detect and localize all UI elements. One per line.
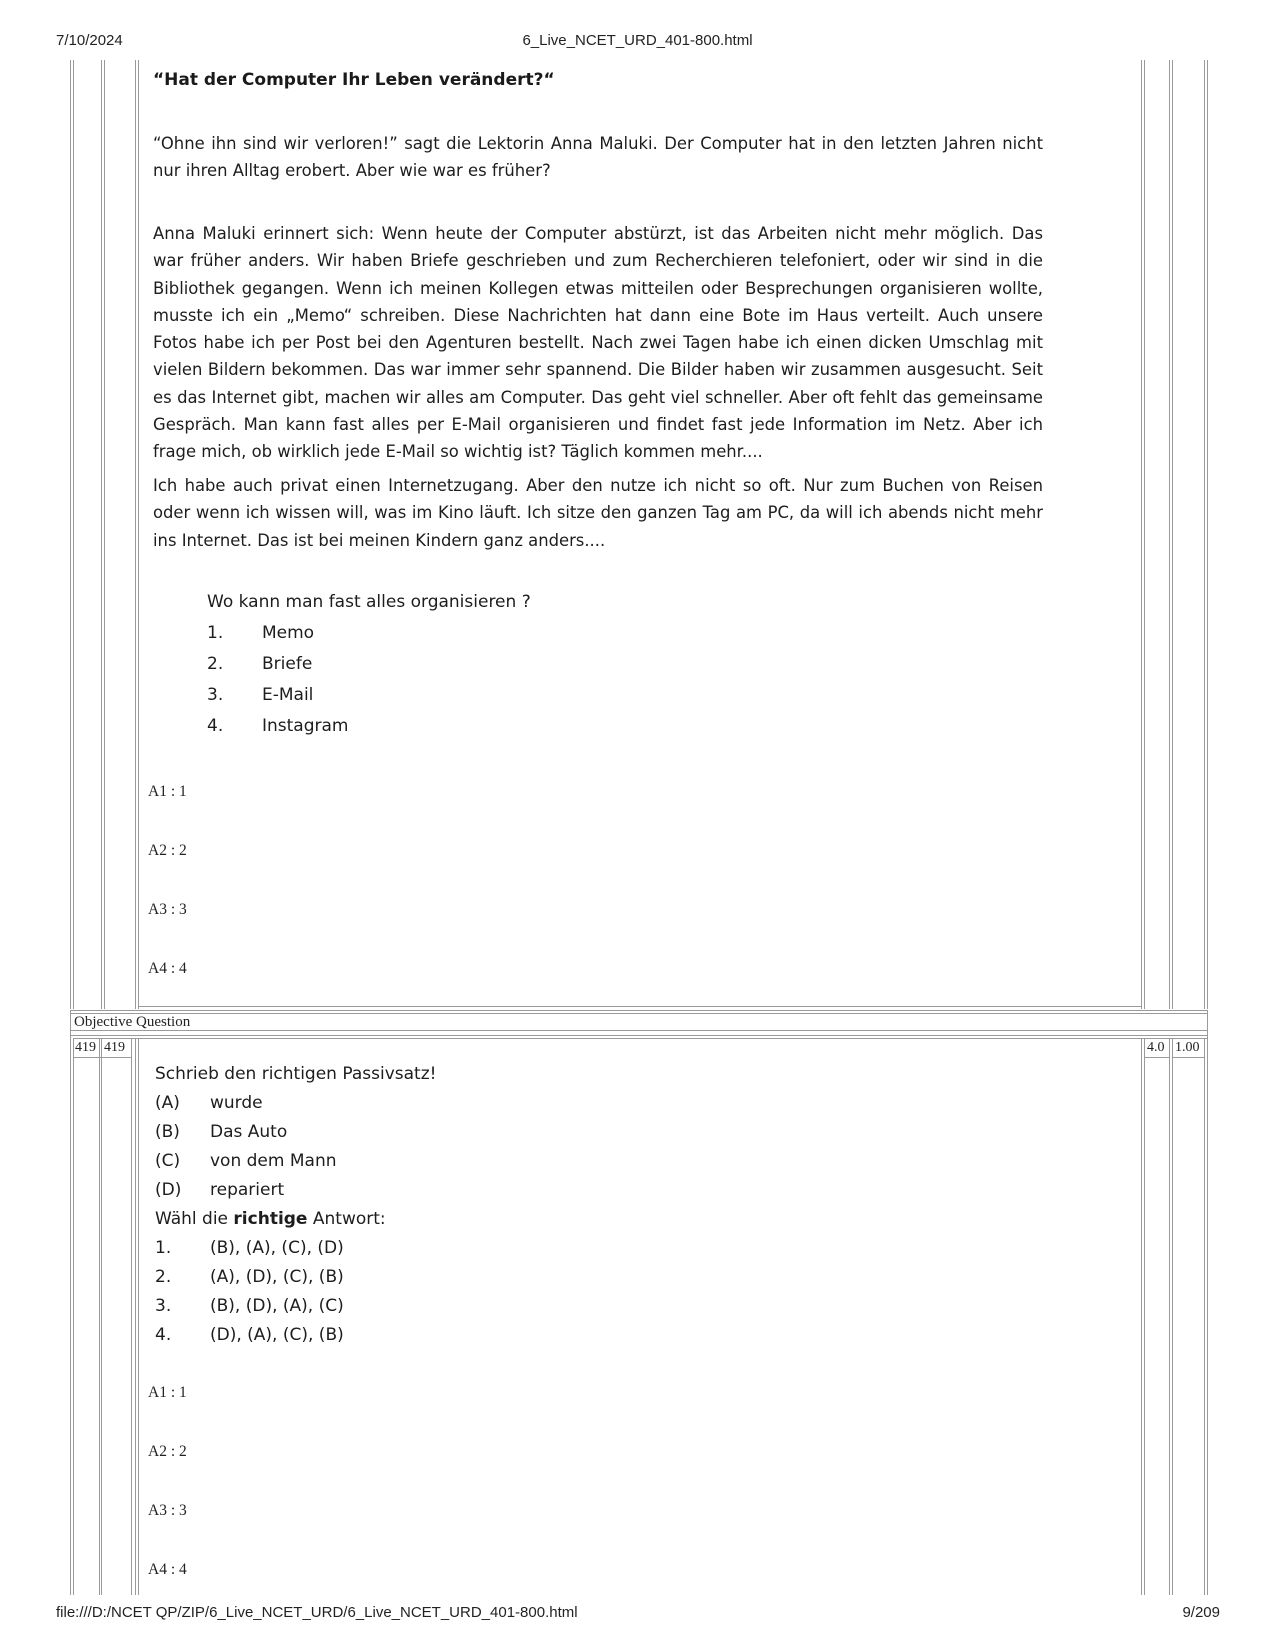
negative-marks: 1.00 [1175,1040,1200,1055]
item-text: von dem Mann [210,1151,337,1171]
option-number: 1. [155,1238,172,1258]
passage-paragraph-1: “Ohne ihn sind wir verloren!” sagt die Lektorin Anna Maluki. Der Computer hat in den letzten Jahren nicht nur ihren Alltag erobert. Aber wie war es früher? [153,134,1043,181]
item-label: (B) [155,1122,180,1142]
marks: 4.0 [1147,1040,1165,1055]
option-number: 3. [207,685,224,705]
answer-key-4: A4 : 4 [148,1561,187,1578]
item-text: repariert [210,1180,285,1200]
section-label: Objective Question [74,1014,191,1030]
option-number: 2. [207,654,224,674]
option-number: 1. [207,623,224,643]
answer-key-1: A1 : 1 [148,1384,187,1401]
option-number: 4. [155,1325,172,1345]
answer-key-3: A3 : 3 [148,1502,187,1519]
page-number: 9/209 [1182,1604,1220,1621]
passage-paragraph-3: Ich habe auch privat einen Internetzugang. Aber den nutze ich nicht so oft. Nur zum Buchen von Reisen oder wenn ich wissen will, was im Kino läuft. Ich sitze den ganzen Tag am PC, da will ich abends nicht mehr ins Internet. Das ist bei meinen Kindern ganz anders.... [153,476,1043,550]
answer-key-2: A2 : 2 [148,842,187,859]
item-label: (C) [155,1151,181,1171]
item-text: wurde [210,1093,263,1113]
answer-key-1: A1 : 1 [148,783,187,800]
question-id: 419 [104,1040,125,1055]
option-number: 3. [155,1296,172,1316]
option-text: (D), (A), (C), (B) [210,1325,344,1345]
print-date: 7/10/2024 [56,32,123,49]
passage-title: “Hat der Computer Ihr Leben verändert?“ [153,70,555,90]
answer-key-4: A4 : 4 [148,960,187,977]
option-text: (B), (A), (C), (D) [210,1238,344,1258]
answer-key-3: A3 : 3 [148,901,187,918]
file-path: file:///D:/NCET QP/ZIP/6_Live_NCET_URD/6_Live_NCET_URD_401-800.html [56,1604,578,1621]
item-text: Das Auto [210,1122,288,1142]
serial-number: 419 [75,1040,96,1055]
item-label: (D) [155,1180,182,1200]
instruction-text: Wähl die [155,1209,234,1229]
instruction-text: Antwort: [307,1209,386,1229]
answer-key-2: A2 : 2 [148,1443,187,1460]
option-text: Briefe [262,654,313,674]
option-text: E-Mail [262,685,314,705]
choose-instruction [155,1209,386,1229]
option-number: 4. [207,716,224,736]
option-text: Instagram [262,716,349,736]
instruction-emphasis: richtige [233,1209,308,1229]
question-text: Wo kann man fast alles organisieren ? [207,592,531,612]
option-text: (B), (D), (A), (C) [210,1296,344,1316]
option-number: 2. [155,1267,172,1287]
option-text: Memo [262,623,315,643]
passage-paragraph-2: Anna Maluki erinnert sich: Wenn heute der Computer abstürzt, ist das Arbeiten nicht mehr möglich. Das war früher anders. Wir haben Briefe geschrieben und zum Recherchieren telefoniert, oder wir sind in die Bibliothek gegangen. Wenn ich meinen Kollegen etwas mitteilen oder Besprechungen organisieren wollte, musste ich ein „Memo“ schreiben. Diese Nachrichten hat dann eine Bote im Haus verteilt. Auch unsere Fotos habe ich per Post bei den Agenturen bestellt. Nach zwei Tagen habe ich einen dicken Umschlag mit vielen Bildern bekommen. Das war immer sehr spannend. Die Bilder haben wir zusammen ausgesucht. Seit es das Internet gibt, machen wir alles am Computer. Das geht viel schneller. Aber oft fehlt das gemeinsame Gespräch. Man kann fast alles per E-Mail organisieren und findet fast jede Information im Netz. Aber ich frage mich, ob wirklich jede E-Mail so wichtig ist? Täglich kommen mehr.... [153,224,1043,462]
question-prompt: Schrieb den richtigen Passivsatz! [155,1064,437,1084]
document-title: 6_Live_NCET_URD_401-800.html [522,32,753,49]
item-label: (A) [155,1093,180,1113]
option-text: (A), (D), (C), (B) [210,1267,344,1287]
